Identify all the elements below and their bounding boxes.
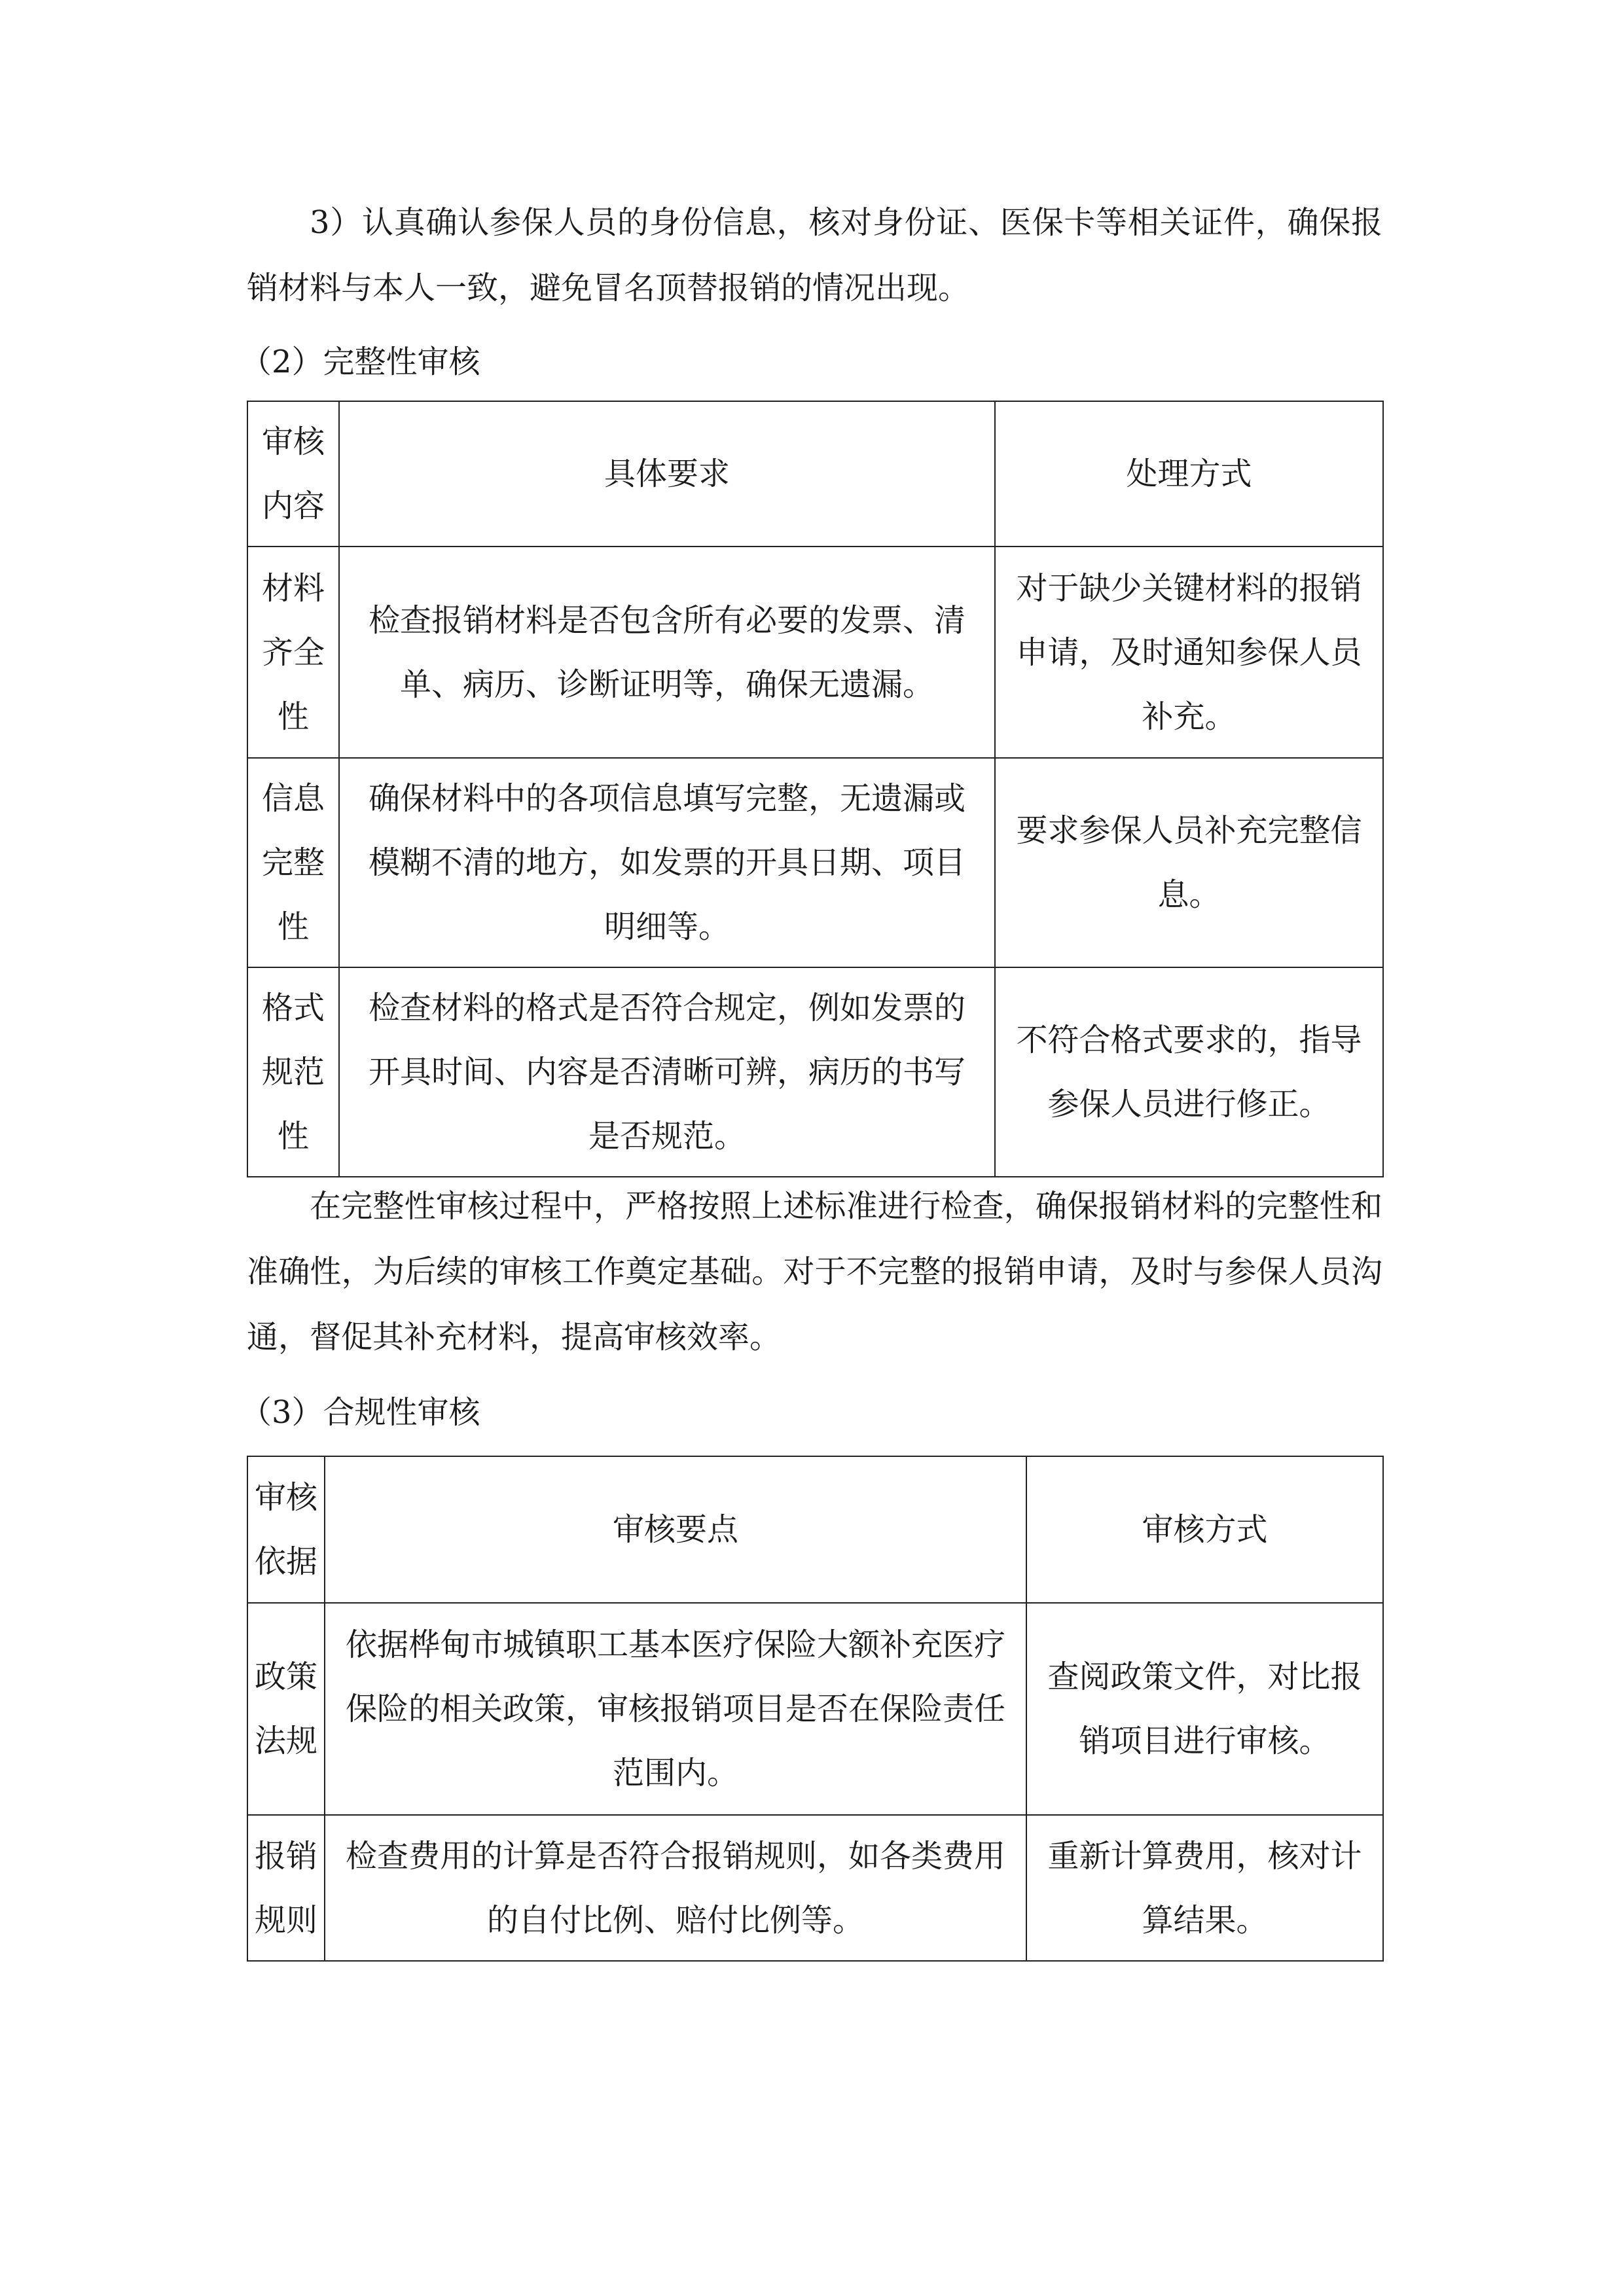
row-requirement: 确保材料中的各项信息填写完整，无遗漏或模糊不清的地方，如发票的开具日期、项目明细等。 [339,758,995,967]
row-method: 查阅政策文件，对比报销项目进行审核。 [1026,1603,1383,1815]
table-row [247,758,1383,967]
integrity-heading: （2）完整性审核 [240,344,480,380]
row-handling: 对于缺少关键材料的报销申请，及时通知参保人员补充。 [995,547,1383,758]
row-basis-label: 报销规则 [247,1815,325,1961]
compliance-header-row [247,1456,1383,1603]
table-row [247,967,1383,1177]
row-requirement: 检查材料的格式是否符合规定，例如发票的开具时间、内容是否清晰可辨，病历的书写是否规范。 [339,967,995,1177]
row-content-label: 材料齐全性 [247,547,339,758]
table-row [247,1603,1383,1815]
row-points: 依据桦甸市城镇职工基本医疗保险大额补充医疗保险的相关政策，审核报销项目是否在保险责任范围内。 [325,1603,1026,1815]
row-basis-label: 政策法规 [247,1603,325,1815]
row-content-label: 信息完整性 [247,758,339,967]
header-audit-content: 审核内容 [247,401,339,547]
intro-item-3: 3）认真确认参保人员的身份信息，核对身份证、医保卡等相关证件，确保报销材料与本人一致，避免冒名顶替报销的情况出现。 [247,204,1382,306]
row-method: 重新计算费用，核对计算结果。 [1026,1815,1383,1961]
integrity-table [247,401,1384,1177]
table-row [247,547,1383,758]
row-points: 检查费用的计算是否符合报销规则，如各类费用的自付比例、赔付比例等。 [325,1815,1026,1961]
integrity-summary: 在完整性审核过程中，严格按照上述标准进行检查，确保报销材料的完整性和准确性，为后续的审核工作奠定基础。对于不完整的报销申请，及时与参保人员沟通，督促其补充材料，提高审核效率。 [247,1188,1382,1355]
header-requirement: 具体要求 [339,401,995,547]
compliance-heading: （3）合规性审核 [240,1394,480,1431]
row-handling: 不符合格式要求的，指导参保人员进行修正。 [995,967,1383,1177]
row-requirement: 检查报销材料是否包含所有必要的发票、清单、病历、诊断证明等，确保无遗漏。 [339,547,995,758]
integrity-header-row [247,401,1383,547]
table-row [247,1815,1383,1961]
row-content-label: 格式规范性 [247,967,339,1177]
header-audit-points: 审核要点 [325,1456,1026,1603]
header-handling: 处理方式 [995,401,1383,547]
row-handling: 要求参保人员补充完整信息。 [995,758,1383,967]
header-audit-method: 审核方式 [1026,1456,1383,1603]
compliance-table [247,1456,1384,1962]
header-audit-basis: 审核依据 [247,1456,325,1603]
